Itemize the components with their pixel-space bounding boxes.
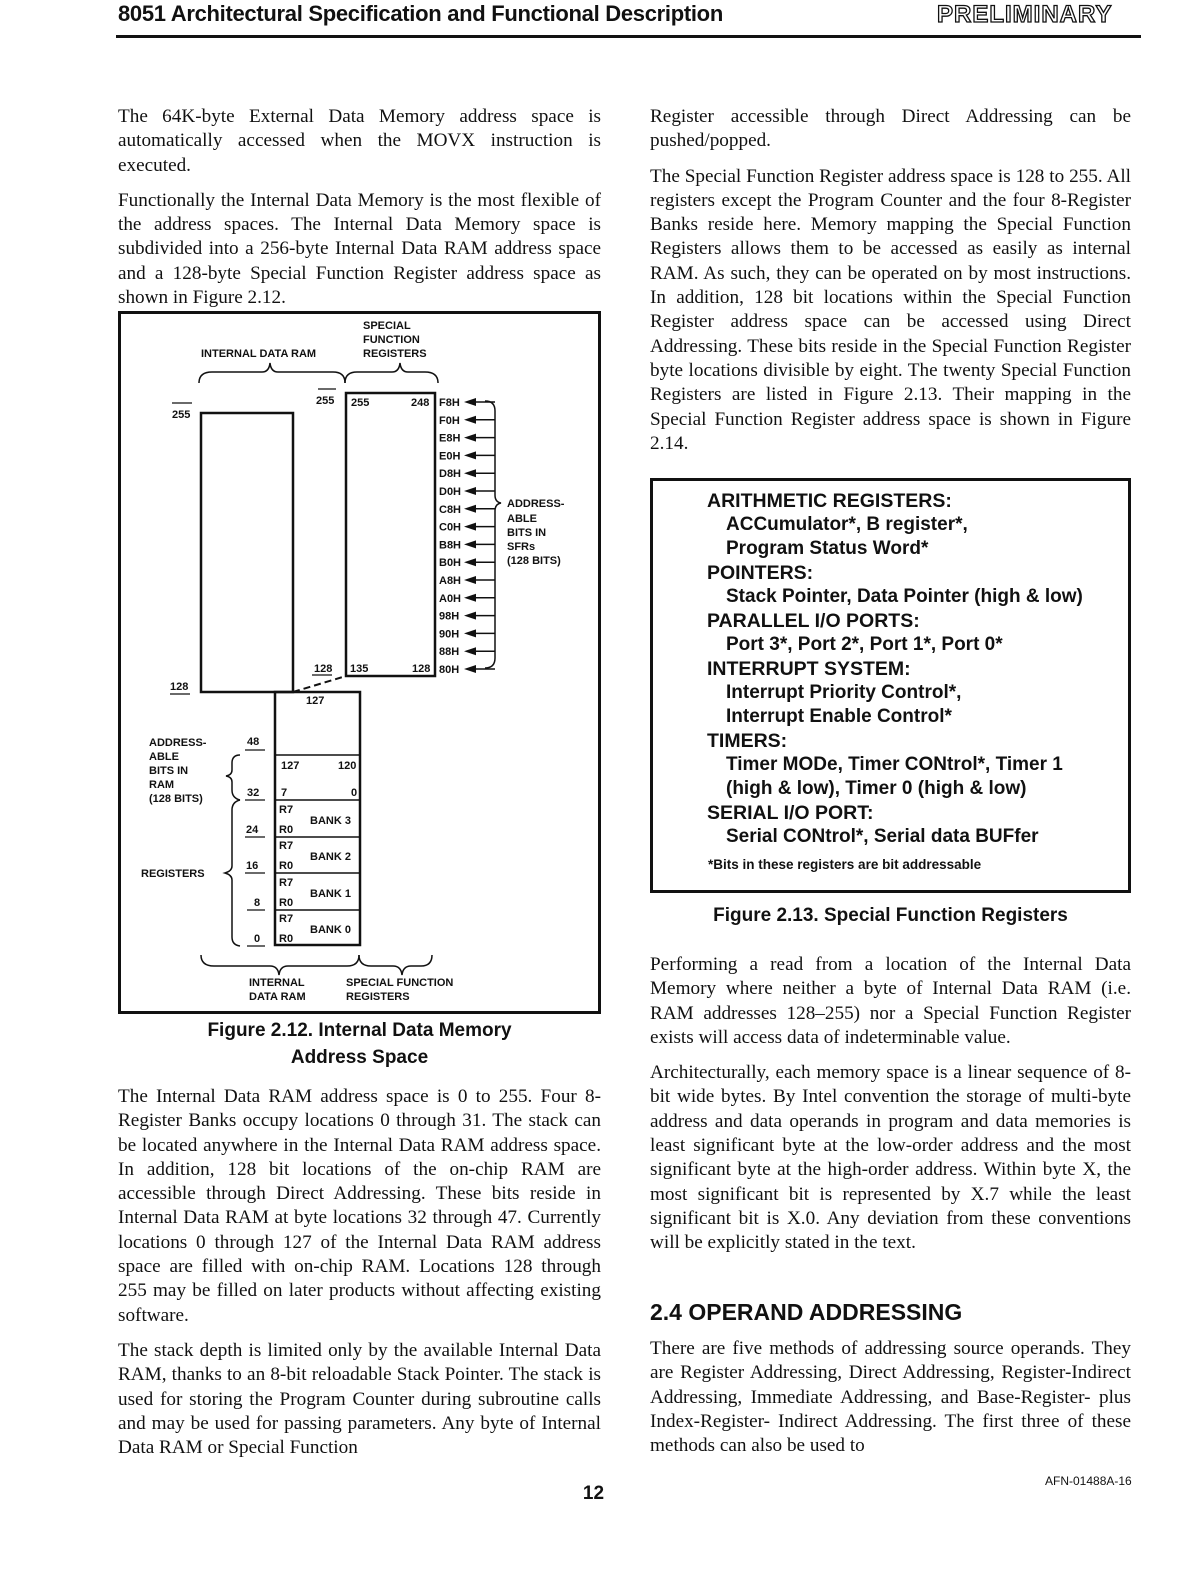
- paragraph: The Internal Data RAM address space is 0 to 255. Four 8-Register Banks occupy locations 0 through 31. The stack can be located anywhere in the Internal Data RAM address space. In addition, 128 bit locations of the on-chip RAM are accessible through Direct Addressing. These bits reside in Internal Data RAM at byte locations 32 through 47. Currently locations 0 through 127 of the Internal Data RAM address space are filled with on-chip RAM. Locations 128 through 255 may be filled on later products without affecting existing software.: [118, 1086, 601, 1326]
- lower-ram-top-addr: 127: [306, 695, 325, 707]
- sfr-group-item: Port 3*, Port 2*, Port 1*, Port 0*: [726, 634, 1003, 655]
- bottom-label-ram: INTERNAL: [249, 977, 305, 989]
- footnote: *Bits in these registers are bit addressable: [708, 857, 982, 872]
- sfr-group-list: [653, 489, 1128, 849]
- paragraph: Register accessible through Direct Addressing can be pushed/popped.: [650, 106, 1131, 152]
- bit-area-top-left: 127: [281, 760, 300, 772]
- bit-area-top-addr: 48: [247, 736, 260, 748]
- figure-2-13-caption: Figure 2.13. Special Function Registers: [713, 905, 1068, 926]
- bank-name: BANK 1: [310, 888, 351, 900]
- sfr-bit-address-label: A0H: [439, 592, 462, 605]
- ram-upper-bottom-addr: 128: [170, 681, 189, 693]
- sfr-bottom-right: 128: [412, 663, 431, 675]
- paragraph: Architecturally, each memory space is a linear sequence of 8-bit wide bytes. By Intel convention the storage of multi-byte address and data operands in program and data memories is least significant byte at the low-order address and the most significant byte at the high-order address. Within byte X, the most significant bit is represented by X.7 while the least significant bit is X.0. Any deviation from these conventions will be explicitly stated in the text.: [650, 1062, 1131, 1254]
- sfr-group-item: Timer MODe, Timer CONtrol*, Timer 1: [726, 754, 1063, 775]
- sfr-bit-address-label: D8H: [439, 468, 462, 481]
- running-header-title: 8051 Architectural Specification and Functional Description: [118, 1, 723, 26]
- bank-addr: 24: [246, 824, 259, 836]
- caption-line: Figure 2.12. Internal Data Memory: [207, 1020, 512, 1041]
- dashed-connector: [293, 676, 346, 692]
- sfr-group-title: POINTERS:: [707, 562, 814, 584]
- arrow-head-icon: [464, 629, 476, 637]
- sfr-bit-address-label: B8H: [439, 539, 462, 552]
- sfr-bit-address-label: 98H: [439, 610, 460, 623]
- bottom-brace-sfr: [359, 955, 432, 975]
- right-column-top: [650, 105, 1131, 467]
- sfr-bits-brace: [485, 401, 501, 668]
- sfr-bit-address-list: [439, 397, 495, 676]
- document-id: AFN-01488A-16: [1045, 1474, 1132, 1488]
- bottom-brace-ram: [201, 955, 359, 975]
- brace-sfr: [345, 363, 438, 383]
- paragraph: Performing a read from a location of the Internal Data Memory where neither a byte of Internal Data RAM (i.e. RAM addresses 128–255) nor a Special Function Register exists will access data of indeterminable value.: [650, 954, 1131, 1048]
- sfr-bits-label: ADDRESS-: [507, 498, 565, 510]
- bank-addr: 8: [254, 897, 261, 909]
- sfr-bit-address-label: 88H: [439, 646, 460, 659]
- section-heading: 2.4 OPERAND ADDRESSING: [650, 1299, 963, 1325]
- sfr-group-item: Stack Pointer, Data Pointer (high & low): [726, 586, 1083, 607]
- bottom-label-sfr: SPECIAL FUNCTION: [346, 977, 454, 989]
- label-sfr-line2: FUNCTION: [363, 334, 420, 346]
- bit-area-bottom-addr: 32: [247, 787, 260, 799]
- bank-r0: R0: [279, 860, 294, 872]
- sfr-bit-address-label: F8H: [439, 397, 460, 409]
- preliminary-badge: PRELIMINARY: [937, 1, 1113, 28]
- sfr-group-title: SERIAL I/O PORT:: [707, 802, 874, 824]
- page-number: 12: [582, 1483, 605, 1504]
- arrow-head-icon: [464, 612, 476, 620]
- left-column-top: [118, 105, 601, 321]
- sfr-bits-label: SFRs: [507, 541, 536, 553]
- sfr-bottom-left: 135: [350, 663, 369, 675]
- bit-area-label: (128 BITS): [149, 793, 203, 805]
- figure-2-13-box: [650, 478, 1131, 893]
- sfr-group-item: Interrupt Priority Control*,: [726, 682, 962, 703]
- sfr-group-item: Serial CONtrol*, Serial data BUFfer: [726, 826, 1039, 847]
- bank-r0: R0: [279, 933, 294, 945]
- bit-area-brace: [226, 755, 240, 800]
- arrow-head-icon: [464, 594, 476, 602]
- sfr-bits-label: (128 BITS): [507, 555, 561, 567]
- sfr-top-right: 248: [411, 397, 430, 409]
- paragraph: There are five methods of addressing source operands. They are Register Addressing, Direct Addressing, Register-Indirect Addressing, Immediate Addressing, and Base-Register- plus Index-Register- Indirect Addressing. The first three of these methods can also be used to: [650, 1338, 1131, 1457]
- bit-area-label: BITS IN: [149, 765, 189, 777]
- bit-area-bottom-left: 7: [281, 787, 288, 799]
- sfr-bits-label: BITS IN: [507, 527, 547, 539]
- right-column-middle: [650, 953, 1131, 1267]
- registers-label: REGISTERS: [141, 868, 205, 880]
- sfr-group-title: INTERRUPT SYSTEM:: [707, 658, 911, 680]
- ram-upper-top-addr: 255: [172, 409, 191, 421]
- arrow-head-icon: [464, 647, 476, 655]
- arrow-head-icon: [464, 451, 476, 459]
- sfr-group-title: ARITHMETIC REGISTERS:: [707, 490, 952, 512]
- bank-r0: R0: [279, 824, 294, 836]
- arrow-head-icon: [464, 398, 476, 406]
- bit-area-label: ADDRESS-: [149, 737, 207, 749]
- arrow-head-icon: [464, 576, 476, 584]
- registers-brace: [225, 800, 240, 946]
- sfr-bit-address-label: A8H: [439, 575, 462, 587]
- arrow-head-icon: [464, 434, 476, 442]
- bank-r7: R7: [279, 840, 294, 852]
- bit-area-label: ABLE: [149, 751, 179, 763]
- arrow-head-icon: [464, 505, 476, 513]
- sfr-bit-address-label: C0H: [439, 521, 462, 534]
- bank-r7: R7: [279, 877, 294, 889]
- header-rule: [116, 35, 1141, 38]
- label-internal-data-ram: INTERNAL DATA RAM: [201, 348, 317, 360]
- register-bank-0: [247, 913, 351, 946]
- sfr-group-title: TIMERS:: [707, 730, 788, 752]
- bit-area-top-right: 120: [338, 760, 357, 772]
- paragraph: The 64K-byte External Data Memory address space is automatically accessed when the MOVX instruction is executed.: [118, 106, 601, 176]
- bank-name: BANK 3: [310, 815, 351, 827]
- sfr-bit-address-label: C8H: [439, 503, 462, 516]
- sfr-group-title: PARALLEL I/O PORTS:: [707, 610, 920, 632]
- sfr-bits-label: ABLE: [507, 513, 537, 525]
- bank-r7: R7: [279, 804, 294, 816]
- arrow-head-icon: [464, 558, 476, 566]
- bottom-label-sfr: REGISTERS: [346, 991, 410, 1003]
- bit-area-bottom-right: 0: [351, 787, 358, 799]
- sfr-bit-address-label: B0H: [439, 557, 462, 570]
- arrow-head-icon: [464, 416, 476, 424]
- bottom-label-ram: DATA RAM: [249, 991, 306, 1003]
- bank-addr: 0: [254, 933, 261, 945]
- figure-2-12-diagram: [118, 311, 601, 1014]
- sfr-group-item: Program Status Word*: [726, 538, 929, 559]
- left-column-bottom: [118, 1085, 601, 1471]
- arrow-head-icon: [464, 540, 476, 548]
- arrow-head-icon: [464, 665, 476, 673]
- sfr-bit-address-label: D0H: [439, 486, 462, 498]
- arrow-head-icon: [464, 523, 476, 531]
- ram-upper-block: [201, 413, 293, 692]
- paragraph: The stack depth is limited only by the available Internal Data RAM, thanks to an 8-bit reloadable Stack Pointer. The stack is used for storing the Program Counter during subroutine calls and may be used for passing parameters. Any byte of Internal Data RAM or Special Function: [118, 1339, 601, 1459]
- sfr-top-addr: 255: [316, 395, 335, 407]
- sfr-group-item: ACCumulator*, B register*,: [726, 514, 968, 535]
- arrow-head-icon: [464, 487, 476, 495]
- paragraph: The Special Function Register address space is 128 to 255. All registers except the Program Counter and the four 8-Register Banks reside here. Memory mapping the Special Function Registers allows them to be accessed as easily as internal RAM. As such, they can be operated on by most instructions. In addition, 128 bit locations within the Special Function Register address space can be accessed using Direct Addressing. These bits reside in the Special Function Register byte locations divisible by eight. The twenty Special Function Registers are listed in Figure 2.13. Their mapping in the Special Function Register address space is shown in Figure 2.14.: [650, 165, 1131, 454]
- register-bank-2: [245, 840, 351, 873]
- label-sfr-line1: SPECIAL: [363, 320, 411, 332]
- sfr-bit-address-label: 80H: [439, 664, 460, 676]
- sfr-group-item: Interrupt Enable Control*: [726, 706, 952, 727]
- sfr-bit-address-label: 90H: [439, 628, 460, 641]
- sfr-block: [346, 393, 435, 676]
- figure-2-12-caption: [118, 1017, 601, 1071]
- register-bank-1: [247, 877, 351, 910]
- bank-name: BANK 2: [310, 851, 351, 863]
- sfr-bit-address-label: E8H: [439, 432, 461, 445]
- bank-r7: R7: [279, 913, 294, 925]
- right-column-bottom: [650, 1337, 1131, 1469]
- bank-r0: R0: [279, 897, 294, 909]
- caption-line: Address Space: [290, 1047, 429, 1068]
- bit-area-label: RAM: [149, 779, 175, 791]
- sfr-top-label: 255: [351, 397, 370, 409]
- arrow-head-icon: [464, 469, 476, 477]
- sfr-bottom-addr: 128: [314, 663, 333, 675]
- label-sfr-line3: REGISTERS: [363, 348, 427, 360]
- sfr-group-item: (high & low), Timer 0 (high & low): [726, 778, 1027, 799]
- paragraph: Functionally the Internal Data Memory is the most flexible of the address spaces. The Internal Data Memory space is subdivided into a 256-byte Internal Data RAM address space and a 128-byte Special Function Register address space as shown in Figure 2.12.: [118, 189, 601, 309]
- brace-internal-ram: [199, 363, 345, 383]
- register-bank-3: [245, 804, 351, 837]
- bank-addr: 16: [246, 860, 259, 872]
- sfr-bit-address-label: F0H: [439, 414, 460, 427]
- bank-name: BANK 0: [310, 924, 351, 936]
- sfr-bit-address-label: E0H: [439, 450, 461, 463]
